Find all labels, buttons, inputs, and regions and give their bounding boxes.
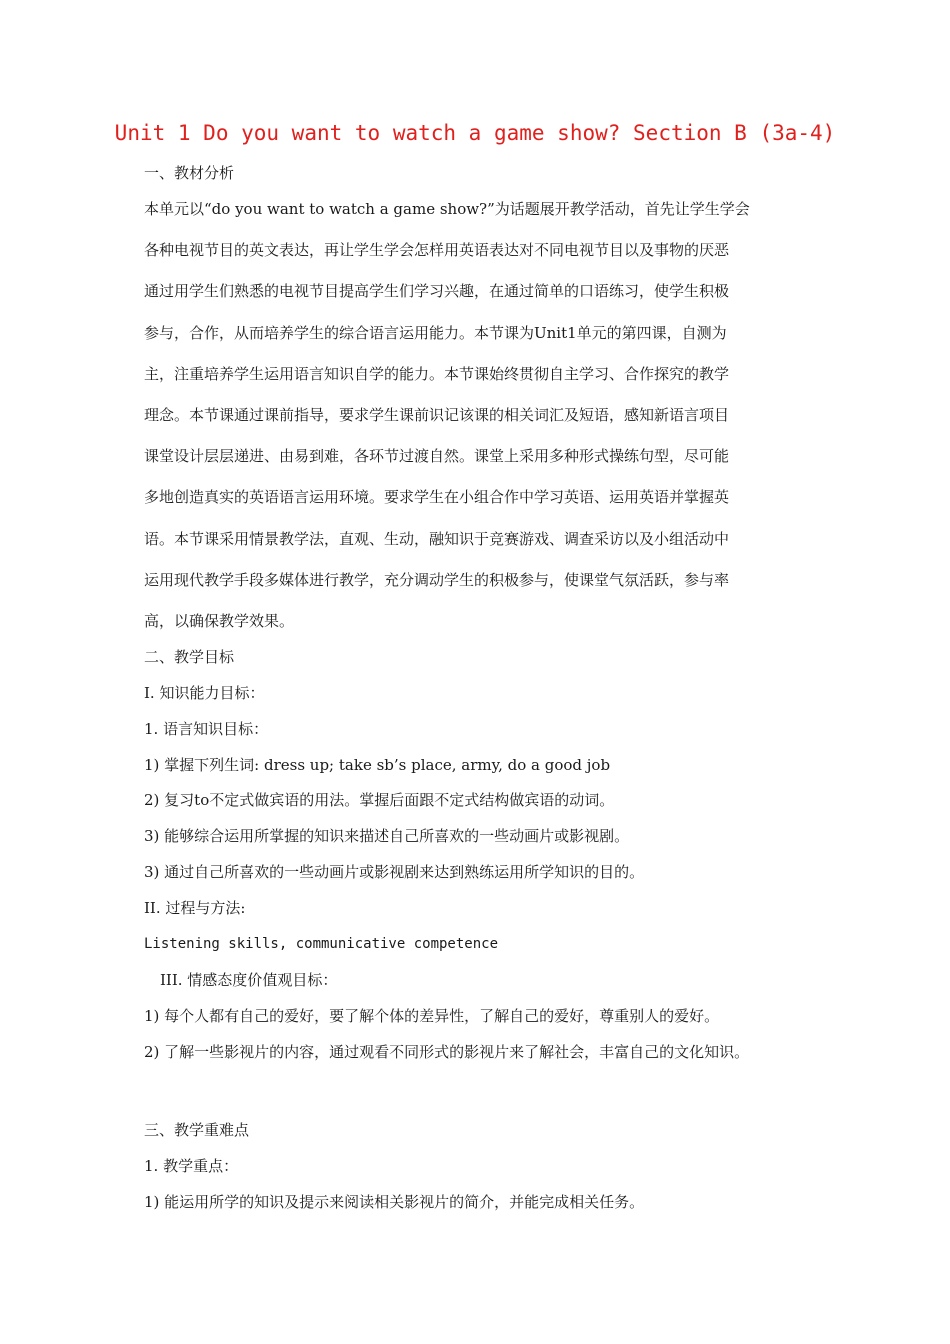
- section-heading-goals: 二、教学目标: [144, 648, 235, 666]
- paragraph-line: 参与，合作，从而培养学生的综合语言运用能力。本节课为Unit1单元的第四课，自测为: [144, 323, 727, 342]
- paragraph-line: 理念。本节课通过课前指导，要求学生课前识记该课的相关词汇及短语，感知新语言项目: [144, 405, 730, 424]
- section-heading-analysis: 一、教材分析: [144, 164, 235, 182]
- goal-item: 1) 每个人都有自己的爱好，要了解个体的差异性，了解自己的爱好，尊重别人的爱好。: [144, 1007, 720, 1025]
- paragraph-line: 主，注重培养学生运用语言知识自学的能力。本节课始终贯彻自主学习、合作探究的教学: [144, 364, 730, 383]
- paragraph-line: 通过用学生们熟悉的电视节目提高学生们学习兴趣，在通过简单的口语练习，使学生积极: [144, 282, 730, 301]
- paragraph-line: 多地创造真实的英语语言运用环境。要求学生在小组合作中学习英语、运用英语并掌握英: [144, 488, 730, 507]
- paragraph-line: 各种电视节目的英文表达，再让学生学会怎样用英语表达对不同电视节目以及事物的厌恶: [144, 241, 730, 260]
- key-points-subheading: 1. 教学重点：: [144, 1157, 239, 1175]
- goal-item: 3) 通过自己所喜欢的一些动画片或影视剧来达到熟练运用所学知识的目的。: [144, 863, 645, 881]
- goal-process-heading: II. 过程与方法:: [144, 899, 246, 917]
- goal-knowledge-heading: I. 知识能力目标：: [144, 684, 265, 702]
- goal-item: 2) 复习to不定式做宾语的用法。掌握后面跟不定式结构做宾语的动词。: [144, 791, 615, 809]
- goal-language-heading: 1. 语言知识目标：: [144, 720, 269, 738]
- section-heading-key-points: 三、教学重难点: [144, 1121, 250, 1139]
- paragraph-line: 运用现代教学手段多媒体进行教学，充分调动学生的积极参与，使课堂气氛活跃，参与率: [144, 570, 730, 589]
- paragraph-line: 课堂设计层层递进、由易到难，各环节过渡自然。课堂上采用多种形式操练句型，尽可能: [144, 447, 730, 466]
- paragraph-line: 高，以确保教学效果。: [144, 611, 295, 630]
- goal-item: 2) 了解一些影视片的内容，通过观看不同形式的影视片来了解社会，丰富自己的文化知识。: [144, 1043, 750, 1061]
- goal-attitude-heading: III. 情感态度价值观目标：: [160, 971, 338, 989]
- goal-process-text: Listening skills, communicative competence: [144, 936, 499, 952]
- paragraph-line: 本单元以“do you want to watch a game show?”为话题展开教学活动，首先让学生学会: [144, 200, 750, 218]
- key-point-item: 1) 能运用所学的知识及提示来阅读相关影视片的简介，并能完成相关任务。: [144, 1193, 645, 1211]
- goal-item: 3) 能够综合运用所掌握的知识来描述自己所喜欢的一些动画片或影视剧。: [144, 827, 630, 845]
- goal-item: 1) 掌握下列生词: dress up; take sb’s place, army, do a good job: [144, 756, 611, 774]
- analysis-paragraph: [144, 199, 810, 652]
- paragraph-line: 语。本节课采用情景教学法，直观、生动，融知识于竞赛游戏、调查采访以及小组活动中: [144, 529, 730, 548]
- document-title: Unit 1 Do you want to watch a game show? Section B (3a-4): [114, 121, 836, 145]
